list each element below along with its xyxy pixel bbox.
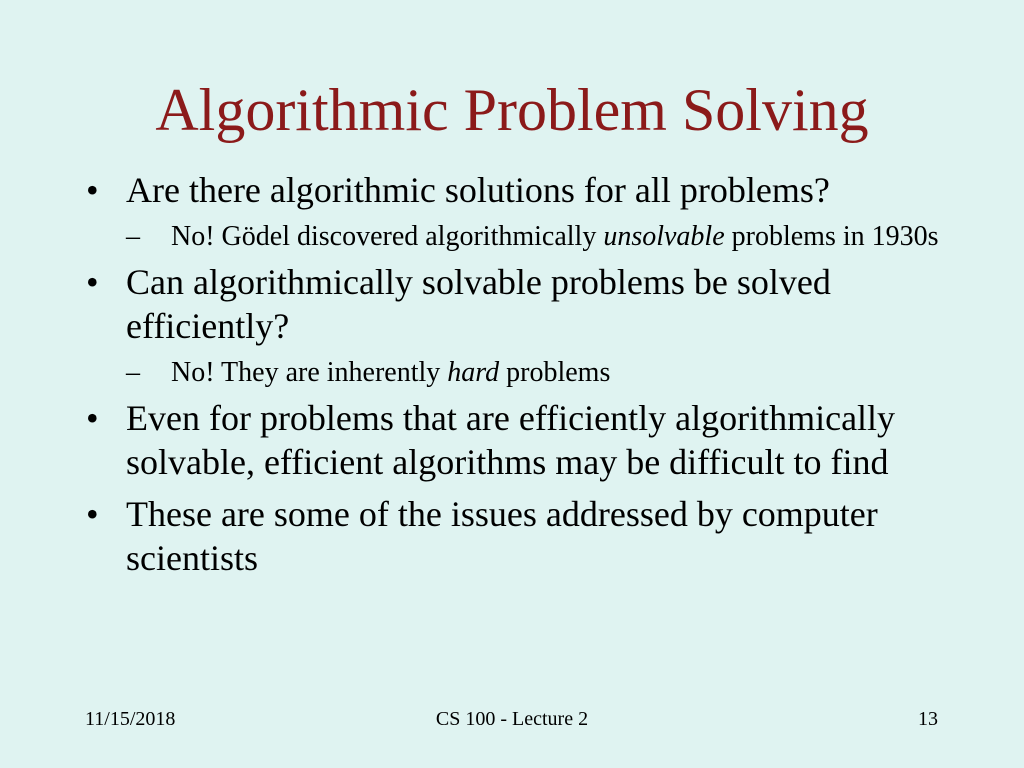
sub-bullet-item-2 xyxy=(86,356,946,390)
bullet-item-2 xyxy=(86,260,946,348)
footer-page-number: 13 xyxy=(918,708,938,730)
bullet-text: Can algorithmically solvable problems be solved efficiently? xyxy=(126,262,831,346)
sub-bullet-emphasis: unsolvable xyxy=(603,221,725,252)
footer-date: 11/15/2018 xyxy=(85,708,176,730)
bullet-item-3 xyxy=(86,396,946,484)
sub-bullet-marker: – xyxy=(126,221,140,252)
sub-bullet-item-1 xyxy=(86,220,946,254)
bullet-marker: • xyxy=(86,262,99,302)
sub-bullet-emphasis: hard xyxy=(447,357,500,388)
slide-title: Algorithmic Problem Solving xyxy=(155,77,869,143)
bullet-item-4 xyxy=(86,492,946,580)
bullet-text: Even for problems that are efficiently algorithmically solvable, efficient algorithms may be difficult to find xyxy=(126,398,896,482)
bullet-text: Are there algorithmic solutions for all problems? xyxy=(126,170,830,210)
bullet-list xyxy=(86,168,946,588)
bullet-item-1 xyxy=(86,168,946,212)
sub-bullet-text-before: No! Gödel discovered algorithmically xyxy=(171,221,604,252)
sub-bullet-text-after: problems xyxy=(499,357,611,388)
sub-bullet-text-before: No! They are inherently xyxy=(171,357,448,388)
bullet-marker: • xyxy=(86,398,99,438)
sub-bullet-text-after: problems in 1930s xyxy=(724,221,939,252)
bullet-text: These are some of the issues addressed by computer scientists xyxy=(126,494,878,578)
bullet-marker: • xyxy=(86,170,99,210)
bullet-marker: • xyxy=(86,494,99,534)
sub-bullet-marker: – xyxy=(126,357,140,388)
footer-course: CS 100 - Lecture 2 xyxy=(435,708,589,730)
